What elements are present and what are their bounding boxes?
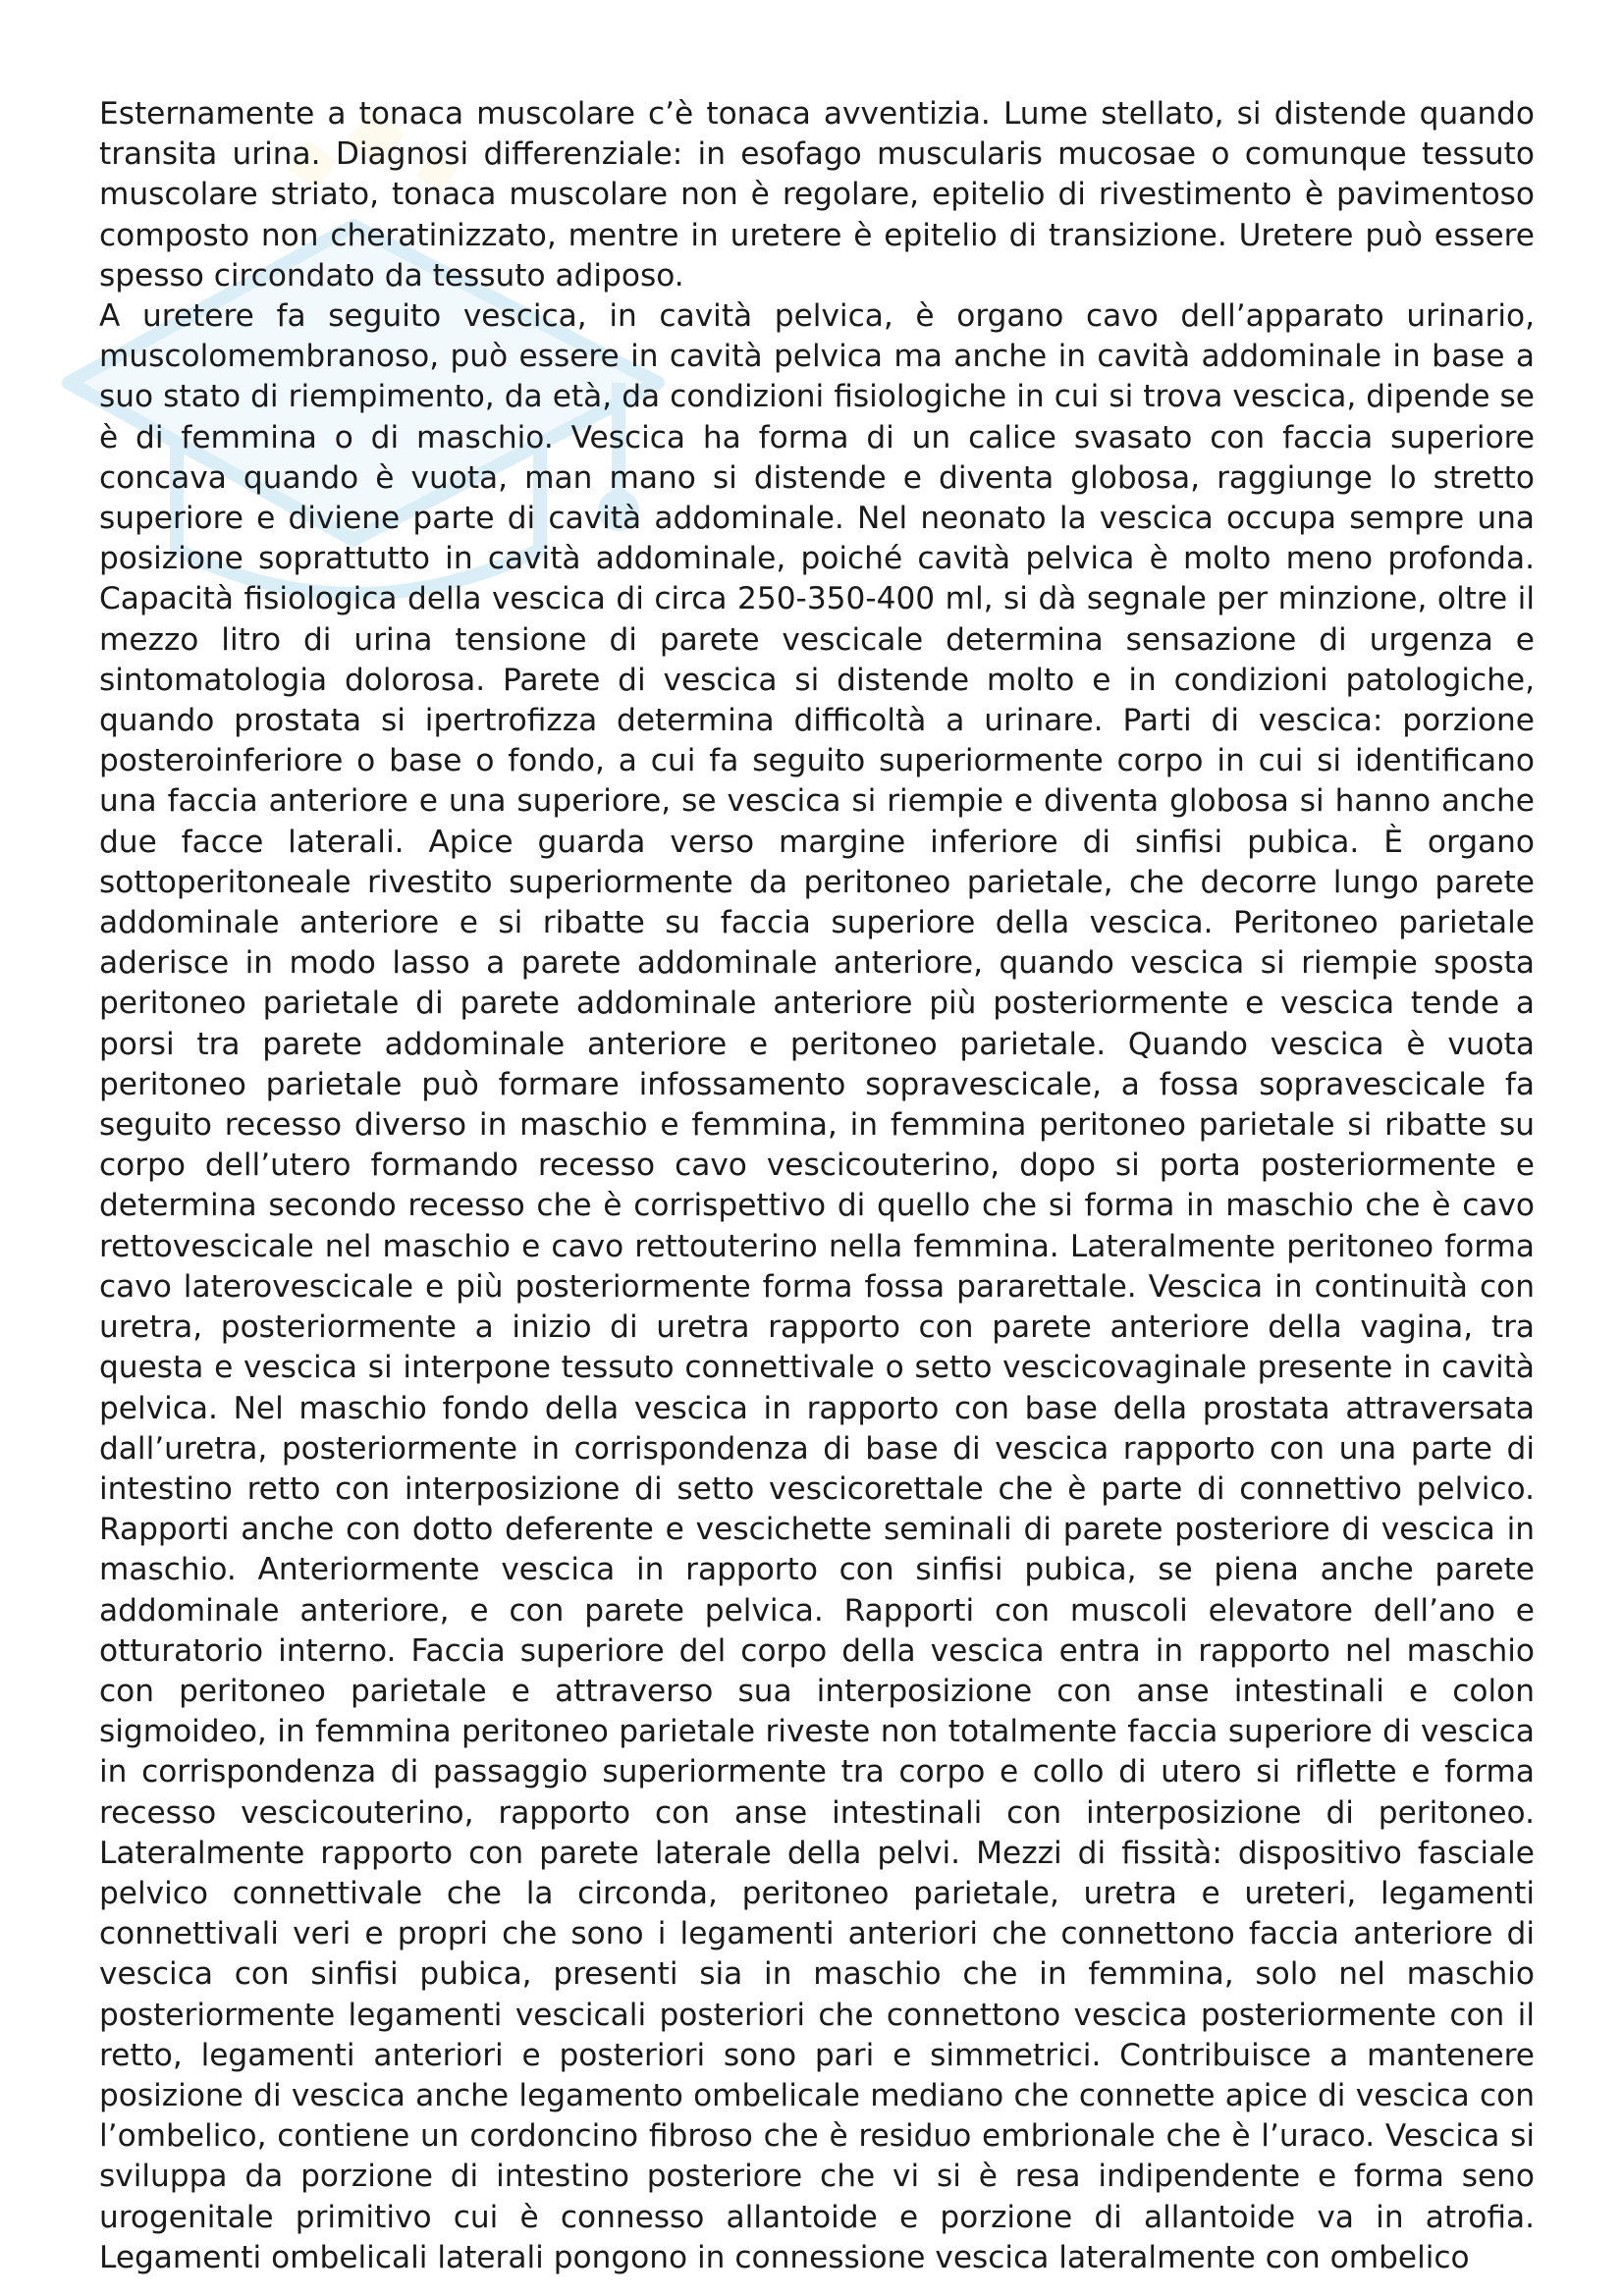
paragraph: Esternamente a tonaca muscolare c’è tonaca avventizia. Lume stellato, si distende quando transita urina. Diagnosi differenziale: in esofago muscularis mucosae o comunque tessuto muscolare striato, tonaca muscolare non è regolare, epitelio di rivestimento è pavimentoso composto non cheratinizzato, mentre in uretere è epitelio di transizione. Uretere può essere spesso circondato da tessuto adiposo. — [99, 96, 1535, 294]
paragraph: A uretere fa seguito vescica, in cavità pelvica, è organo cavo dell’apparato urinario, muscolomembranoso, può essere in cavità pelvica ma anche in cavità addominale in base a suo stato di riempimento, da età, da condizioni fisiologiche in cui si trova vescica, dipende se è di femmina o di maschio. Vescica ha forma di un calice svasato con faccia superiore concava quando è vuota, man mano si distende e diventa globosa, raggiunge lo stretto superiore e diviene parte di cavità addominale. Nel neonato la vescica occupa sempre una posizione soprattutto in cavità addominale, poiché cavità pelvica è molto meno profonda. Capacità fisiologica della vescica di circa 250-350-400 ml, si dà segnale per minzione, oltre il mezzo litro di urina tensione di parete vescicale determina sensazione di urgenza e sintomatologia dolorosa. Parete di vescica si distende molto e in condizioni patologiche, quando prostata si ipertrofizza determina difficoltà a urinare. Parti di vescica: porzione posteroinferiore o base o fondo, a cui fa seguito superiormente corpo in cui si identificano una faccia anteriore e una superiore, se vescica si riempie e diventa globosa si hanno anche due facce laterali. Apice guarda verso margine inferiore di sinfisi pubica. È organo sottoperitoneale rivestito superiormente da peritoneo parietale, che decorre lungo parete addominale anteriore e si ribatte su faccia superiore della vescica. Peritoneo parietale aderisce in modo lasso a parete addominale anteriore, quando vescica si riempie sposta peritoneo parietale di parete addominale anteriore più posteriormente e vescica tende a porsi tra parete addominale anteriore e peritoneo parietale. Quando vescica è vuota peritoneo parietale può formare infossamento sopravescicale, a fossa sopravescicale fa seguito recesso diverso in maschio e femmina, in femmina peritoneo parietale si ribatte su corpo dell’utero formando recesso cavo vescicouterino, dopo si porta posteriormente e determina secondo recesso che è corrispettivo di quello che si forma in maschio che è cavo rettovescicale nel maschio e cavo rettouterino nella femmina. Lateralmente peritoneo forma cavo laterovescicale e più posteriormente forma fossa pararettale. Vescica in continuità con uretra, posteriormente a inizio di uretra rapporto con parete anteriore della vagina, tra questa e vescica si interpone tessuto connettivale o setto vescicovaginale presente in cavità pelvica. Nel maschio fondo della vescica in rapporto con base della prostata attraversata dall’uretra, posteriormente in corrispondenza di base di vescica rapporto con una parte di intestino retto con interposizione di setto vescicorettale che è parte di connettivo pelvico. Rapporti anche con dotto deferente e vescichette seminali di parete posteriore di vescica in maschio. Anteriormente vescica in rapporto con sinfisi pubica, se piena anche parete addominale anteriore, e con parete pelvica. Rapporti con muscoli elevatore dell’ano e otturatorio interno. Faccia superiore del corpo della vescica entra in rapporto nel maschio con peritoneo parietale e attraverso sua interposizione con anse intestinali e colon sigmoideo, in femmina peritoneo parietale riveste non totalmente faccia superiore di vescica in corrispondenza di passaggio superiormente tra corpo e collo di utero si riflette e forma recesso vescicouterino, rapporto con anse intestinali con interposizione di peritoneo. Lateralmente rapporto con parete laterale della pelvi. Mezzi di fissità: dispositivo fasciale pelvico connettivale che la circonda, peritoneo parietale, uretra e ureteri, legamenti connettivali veri e propri che sono i legamenti anteriori che connettono faccia anteriore di vescica con sinfisi pubica, presenti sia in maschio che in femmina, solo nel maschio posteriormente legamenti vescicali posteriori che connettono vescica posteriormente con il retto, legamenti anteriori e posteriori sono pari e simmetrici. Contribuisce a mantenere posizione di vescica anche legamento ombelicale mediano che connette apice di vescica con l’ombelico, contiene un cordoncino fibroso che è residuo embrionale che è l’uraco. Vescica si sviluppa da porzione di intestino posteriore che vi si è resa indipendente e forma seno urogenitale primitivo cui è connesso allantoide e porzione di allantoide va in atrofia. Legamenti ombelicali laterali pongono in connessione vescica lateralmente con ombelico — [99, 298, 1535, 2275]
document-body — [99, 94, 1535, 2278]
